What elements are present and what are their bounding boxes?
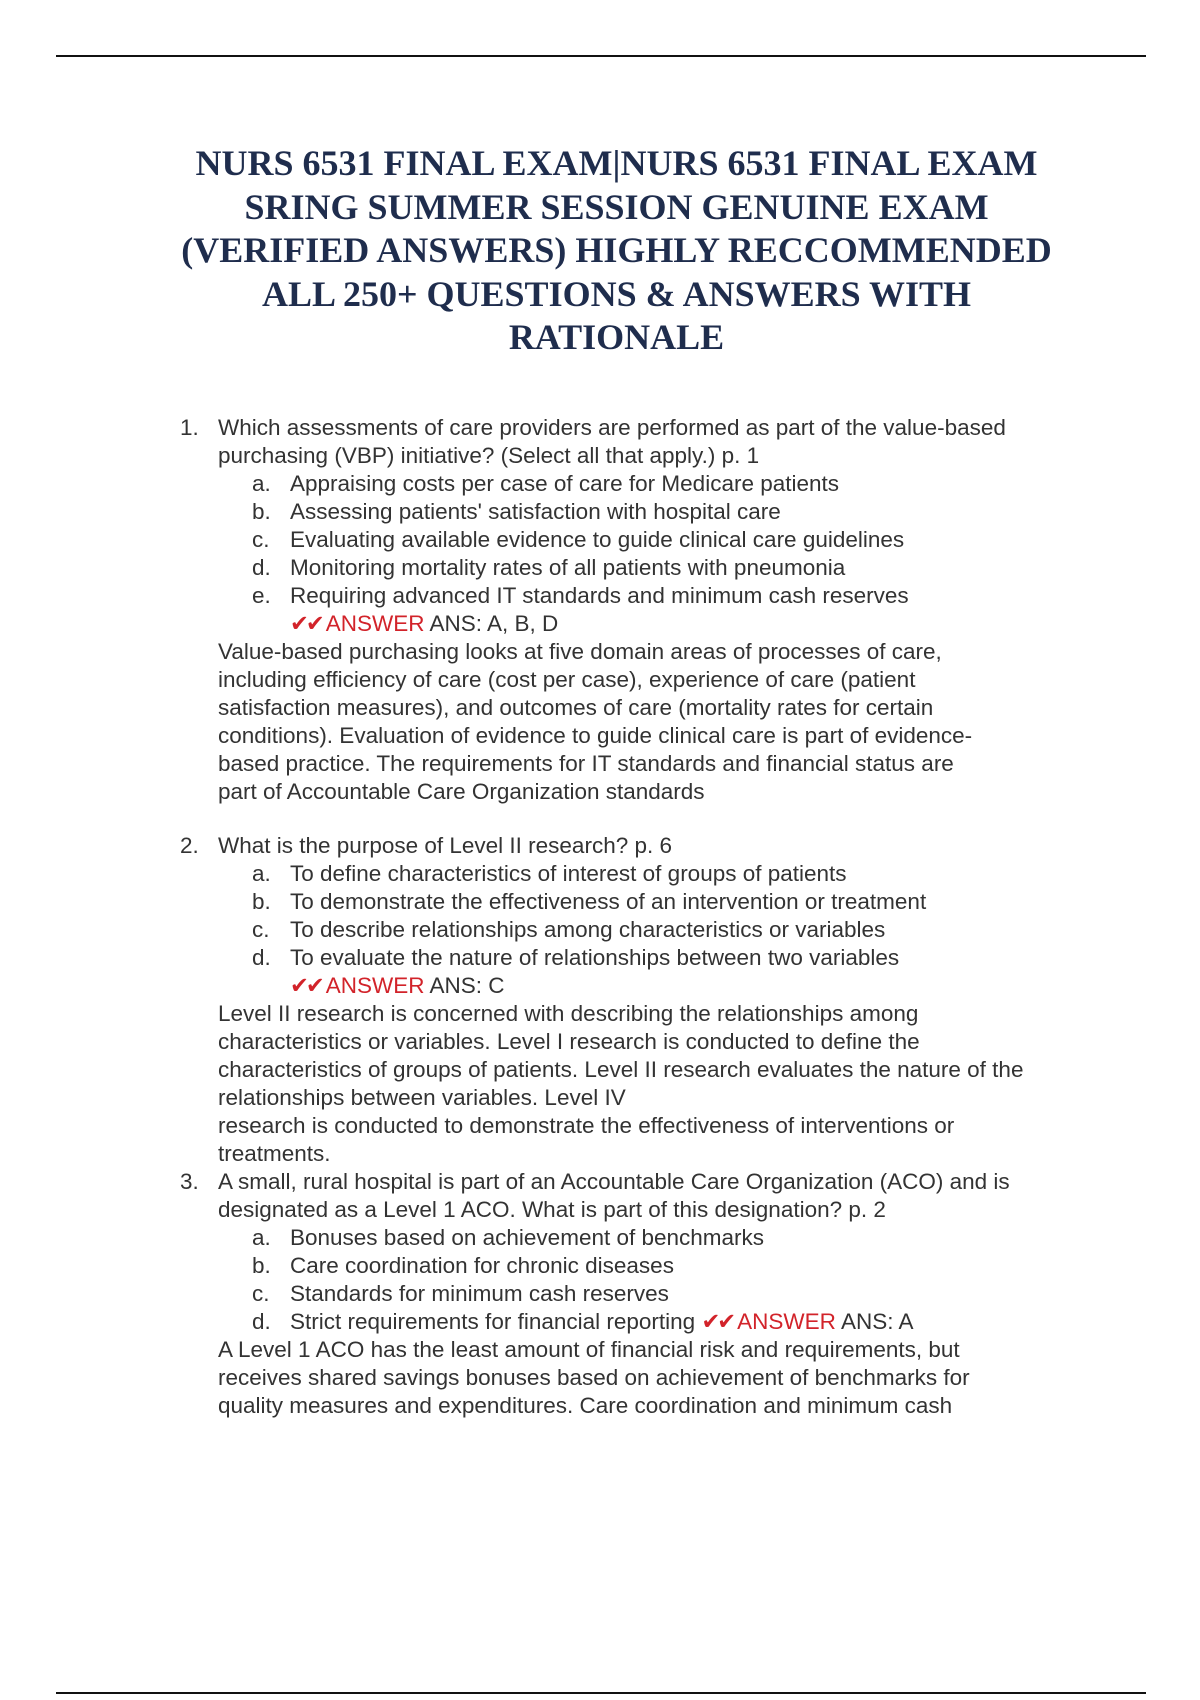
- option-letter: c.: [252, 1281, 270, 1306]
- question-1: [0, 414, 1200, 806]
- option-letter: c.: [252, 917, 270, 942]
- option-text: Care coordination for chronic diseases: [290, 1253, 674, 1278]
- question-3: [0, 1168, 1200, 1420]
- option-c: [0, 916, 1200, 944]
- option-b: [0, 888, 1200, 916]
- title-line: (VERIFIED ANSWERS) HIGHLY RECCOMMENDED: [181, 230, 1052, 270]
- option-letter: b.: [252, 889, 271, 914]
- rationale-text: Level II research is concerned with describing the relationships among: [218, 1001, 919, 1026]
- option-a: [0, 1224, 1200, 1252]
- question-text: purchasing (VBP) initiative? (Select all that apply.) p. 1: [218, 443, 760, 468]
- rationale-text: receives shared savings bonuses based on achievement of benchmarks for: [218, 1365, 970, 1390]
- option-letter: a.: [252, 1225, 271, 1250]
- option-letter: e.: [252, 583, 271, 608]
- title-line: RATIONALE: [508, 317, 725, 357]
- option-letter: d.: [252, 945, 271, 970]
- question-number: 2.: [180, 833, 199, 858]
- title-line: ALL 250+ QUESTIONS & ANSWERS WITH: [261, 273, 972, 314]
- option-letter: b.: [252, 1253, 271, 1278]
- question-2: [0, 832, 1200, 1168]
- answer-label: ANSWER: [737, 1309, 836, 1334]
- option-letter: a.: [252, 861, 271, 886]
- option-text: Appraising costs per case of care for Medicare patients: [290, 471, 840, 496]
- option-text: Strict requirements for financial reporting: [290, 1309, 696, 1334]
- questions-list: [0, 414, 1200, 1420]
- rationale-text: satisfaction measures), and outcomes of care (mortality rates for certain: [218, 695, 934, 720]
- rationale-text: characteristics or variables. Level I research is conducted to define the: [218, 1029, 920, 1054]
- question-text: Which assessments of care providers are performed as part of the value-based: [218, 415, 1006, 440]
- title-line: SRING SUMMER SESSION GENUINE EXAM: [244, 186, 989, 227]
- question-text: A small, rural hospital is part of an Accountable Care Organization (ACO) and is: [218, 1169, 1010, 1194]
- option-text: Monitoring mortality rates of all patients with pneumonia: [290, 555, 846, 580]
- option-letter: d.: [252, 555, 271, 580]
- option-letter: d.: [252, 1309, 271, 1334]
- rationale-text: part of Accountable Care Organization standards: [218, 779, 705, 804]
- option-with-answer: [290, 1308, 914, 1336]
- option-text: Requiring advanced IT standards and minimum cash reserves: [290, 583, 909, 608]
- document-title: [120, 142, 1113, 360]
- option-text: Bonuses based on achievement of benchmarks: [290, 1225, 765, 1250]
- bottom-rule: [56, 1692, 1146, 1694]
- double-check-icon: ✔✔: [290, 973, 322, 998]
- option-a: [0, 860, 1200, 888]
- option-b: [0, 1252, 1200, 1280]
- rationale-text: conditions). Evaluation of evidence to guide clinical care is part of evidence-: [218, 723, 973, 748]
- option-b: [0, 498, 1200, 526]
- option-c: [0, 526, 1200, 554]
- option-text: Evaluating available evidence to guide clinical care guidelines: [290, 527, 905, 552]
- double-check-icon: ✔✔: [290, 611, 322, 636]
- option-letter: c.: [252, 527, 270, 552]
- option-d: [0, 554, 1200, 582]
- question-number: 3.: [180, 1169, 199, 1194]
- double-check-icon: ✔✔: [701, 1309, 734, 1334]
- rationale-text: Value-based purchasing looks at five domain areas of processes of care,: [218, 639, 942, 664]
- option-a: [0, 470, 1200, 498]
- answer-value: ANS: C: [429, 973, 505, 998]
- option-text: To define characteristics of interest of groups of patients: [290, 861, 847, 886]
- rationale-text: A Level 1 ACO has the least amount of financial risk and requirements, but: [218, 1337, 960, 1362]
- option-text: To describe relationships among characteristics or variables: [290, 917, 886, 942]
- option-text: Assessing patients' satisfaction with hospital care: [290, 499, 781, 524]
- option-text: To evaluate the nature of relationships between two variables: [290, 945, 900, 970]
- option-e: [0, 582, 1200, 610]
- answer-label: ANSWER: [325, 973, 425, 998]
- option-c: [0, 1280, 1200, 1308]
- option-letter: b.: [252, 499, 271, 524]
- answer-value: ANS: A: [840, 1309, 914, 1334]
- option-letter: a.: [252, 471, 271, 496]
- rationale-text: research is conducted to demonstrate the effectiveness of interventions or: [218, 1113, 955, 1138]
- rationale-text: treatments.: [218, 1141, 331, 1166]
- title-line: NURS 6531 FINAL EXAM|NURS 6531 FINAL EXAM: [195, 143, 1038, 183]
- answer-line: [290, 610, 558, 638]
- rationale-text: including efficiency of care (cost per case), experience of care (patient: [218, 667, 916, 692]
- question-text: designated as a Level 1 ACO. What is part of this designation? p. 2: [218, 1197, 886, 1222]
- rationale-text: based practice. The requirements for IT standards and financial status are: [218, 751, 954, 776]
- option-d: [0, 1308, 1200, 1336]
- option-d: [0, 944, 1200, 972]
- answer-label: ANSWER: [325, 611, 425, 636]
- option-text: To demonstrate the effectiveness of an intervention or treatment: [290, 889, 927, 914]
- rationale-text: characteristics of groups of patients. Level II research evaluates the nature of the: [218, 1057, 1024, 1082]
- option-text: Standards for minimum cash reserves: [290, 1281, 669, 1306]
- top-rule: [56, 55, 1146, 57]
- question-text: What is the purpose of Level II research? p. 6: [218, 833, 672, 858]
- answer-line: [701, 1309, 913, 1334]
- answer-line: [290, 972, 505, 1000]
- rationale-text: quality measures and expenditures. Care coordination and minimum cash: [218, 1393, 953, 1418]
- rationale-text: relationships between variables. Level IV: [218, 1085, 626, 1110]
- answer-value: ANS: A, B, D: [429, 611, 559, 636]
- question-number: 1.: [180, 415, 199, 440]
